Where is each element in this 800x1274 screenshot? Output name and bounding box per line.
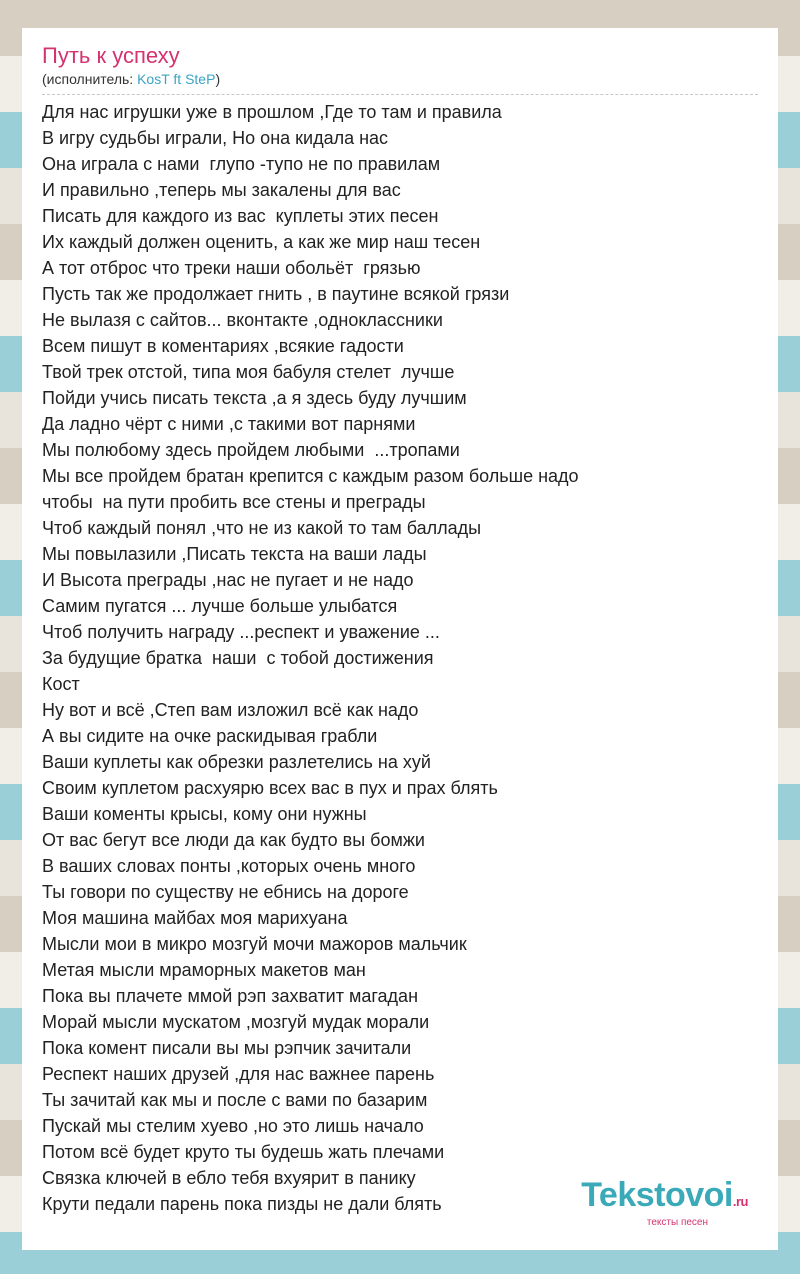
logo-tld: .ru: [732, 1194, 748, 1209]
lyric-line: Писать для каждого из вас куплеты этих песен: [42, 206, 439, 226]
lyric-line: Ваши коменты крысы, кому они нужны: [42, 804, 367, 824]
lyric-line: И Высота преграды ,нас не пугает и не надо: [42, 570, 414, 590]
lyric-line: Для нас игрушки уже в прошлом ,Где то там и правила: [42, 102, 502, 122]
logo-name: Tekstovoi: [581, 1176, 733, 1214]
lyric-line: От вас бегут все люди да как будто вы бомжи: [42, 830, 425, 850]
lyric-line: Мы повылазили ,Писать текста на ваши лады: [42, 544, 427, 564]
lyric-line: Своим куплетом расхуярю всех вас в пух и прах блять: [42, 778, 498, 798]
lyric-line: Пока комент писали вы мы рэпчик зачитали: [42, 1038, 412, 1058]
lyric-line: Всем пишут в коментариях ,всякие гадости: [42, 336, 404, 356]
lyric-line: Связка ключей в ебло тебя вхуярит в панику: [42, 1168, 416, 1188]
logo-tagline: тексты песен: [646, 1217, 708, 1228]
lyric-line: А вы сидите на очке раскидывая грабли: [42, 726, 378, 746]
lyric-line: Метая мысли мраморных макетов ман: [42, 960, 366, 980]
artist-line: [42, 70, 758, 95]
lyric-line: Пока вы плачете ммой рэп захватит магадан: [42, 986, 419, 1006]
lyric-line: Самим пугатся ... лучше больше улыбатся: [42, 596, 398, 616]
lyric-line: Моя машина майбах моя марихуана: [42, 908, 348, 928]
lyric-line: Мы все пройдем братан крепится с каждым разом больше надо: [42, 466, 579, 486]
lyric-line: чтобы на пути пробить все стены и преграды: [42, 492, 426, 512]
lyric-line: Мысли мои в микро мозгуй мочи мажоров мальчик: [42, 934, 467, 954]
lyric-line: Пусть так же продолжает гнить , в паутине всякой грязи: [42, 284, 510, 304]
lyric-line: Пускай мы стелим хуево ,но это лишь начало: [42, 1116, 424, 1136]
lyric-line: Да ладно чёрт с ними ,с такими вот парнями: [42, 414, 416, 434]
artist-link[interactable]: KosT ft SteP: [137, 71, 216, 87]
lyric-line: Чтоб каждый понял ,что не из какой то там баллады: [42, 518, 482, 538]
site-logo[interactable]: [581, 1178, 748, 1228]
lyric-line: Респект наших друзей ,для нас важнее парень: [42, 1064, 435, 1084]
lyric-line: Ты зачитай как мы и после с вами по базарим: [42, 1090, 428, 1110]
lyric-line: Ваши куплеты как обрезки разлетелись на хуй: [42, 752, 431, 772]
lyric-line: Кост: [42, 674, 80, 694]
artist-suffix: ): [215, 71, 221, 87]
lyric-line: Мы полюбому здесь пройдем любыми ...тропами: [42, 440, 460, 460]
lyric-line: За будущие братка наши с тобой достижения: [42, 648, 434, 668]
lyric-line: Пойди учись писать текста ,а я здесь буду лучшим: [42, 388, 467, 408]
lyric-line: Ну вот и всё ,Степ вам изложил всё как надо: [42, 700, 419, 720]
lyric-line: Не вылазя с сайтов... вконтакте ,одноклассники: [42, 310, 443, 330]
lyric-line: А тот отброс что треки наши обольёт грязью: [42, 258, 421, 278]
lyrics-card: [22, 28, 778, 1250]
lyric-line: Морай мысли мускатом ,мозгуй мудак морали: [42, 1012, 430, 1032]
lyric-line: Потом всё будет круто ты будешь жать плечами: [42, 1142, 445, 1162]
lyric-line: В ваших словах понты ,которых очень много: [42, 856, 416, 876]
artist-prefix: (исполнитель:: [42, 71, 138, 87]
song-title: Путь к успеху: [42, 43, 180, 68]
lyric-line: Крути педали парень пока пизды не дали блять: [42, 1194, 442, 1214]
lyrics-text: [42, 99, 758, 1217]
lyric-line: Их каждый должен оценить, а как же мир наш тесен: [42, 232, 481, 252]
lyric-line: Ты говори по существу не ебнись на дороге: [42, 882, 409, 902]
logo-wordmark: [581, 1178, 748, 1219]
lyric-line: Она играла с нами глупо -тупо не по правилам: [42, 154, 441, 174]
lyric-line: Чтоб получить награду ...респект и уважение ...: [42, 622, 440, 642]
lyric-line: В игру судьбы играли, Но она кидала нас: [42, 128, 389, 148]
lyric-line: И правильно ,теперь мы закалены для вас: [42, 180, 401, 200]
lyric-line: Твой трек отстой, типа моя бабуля стелет лучше: [42, 362, 455, 382]
